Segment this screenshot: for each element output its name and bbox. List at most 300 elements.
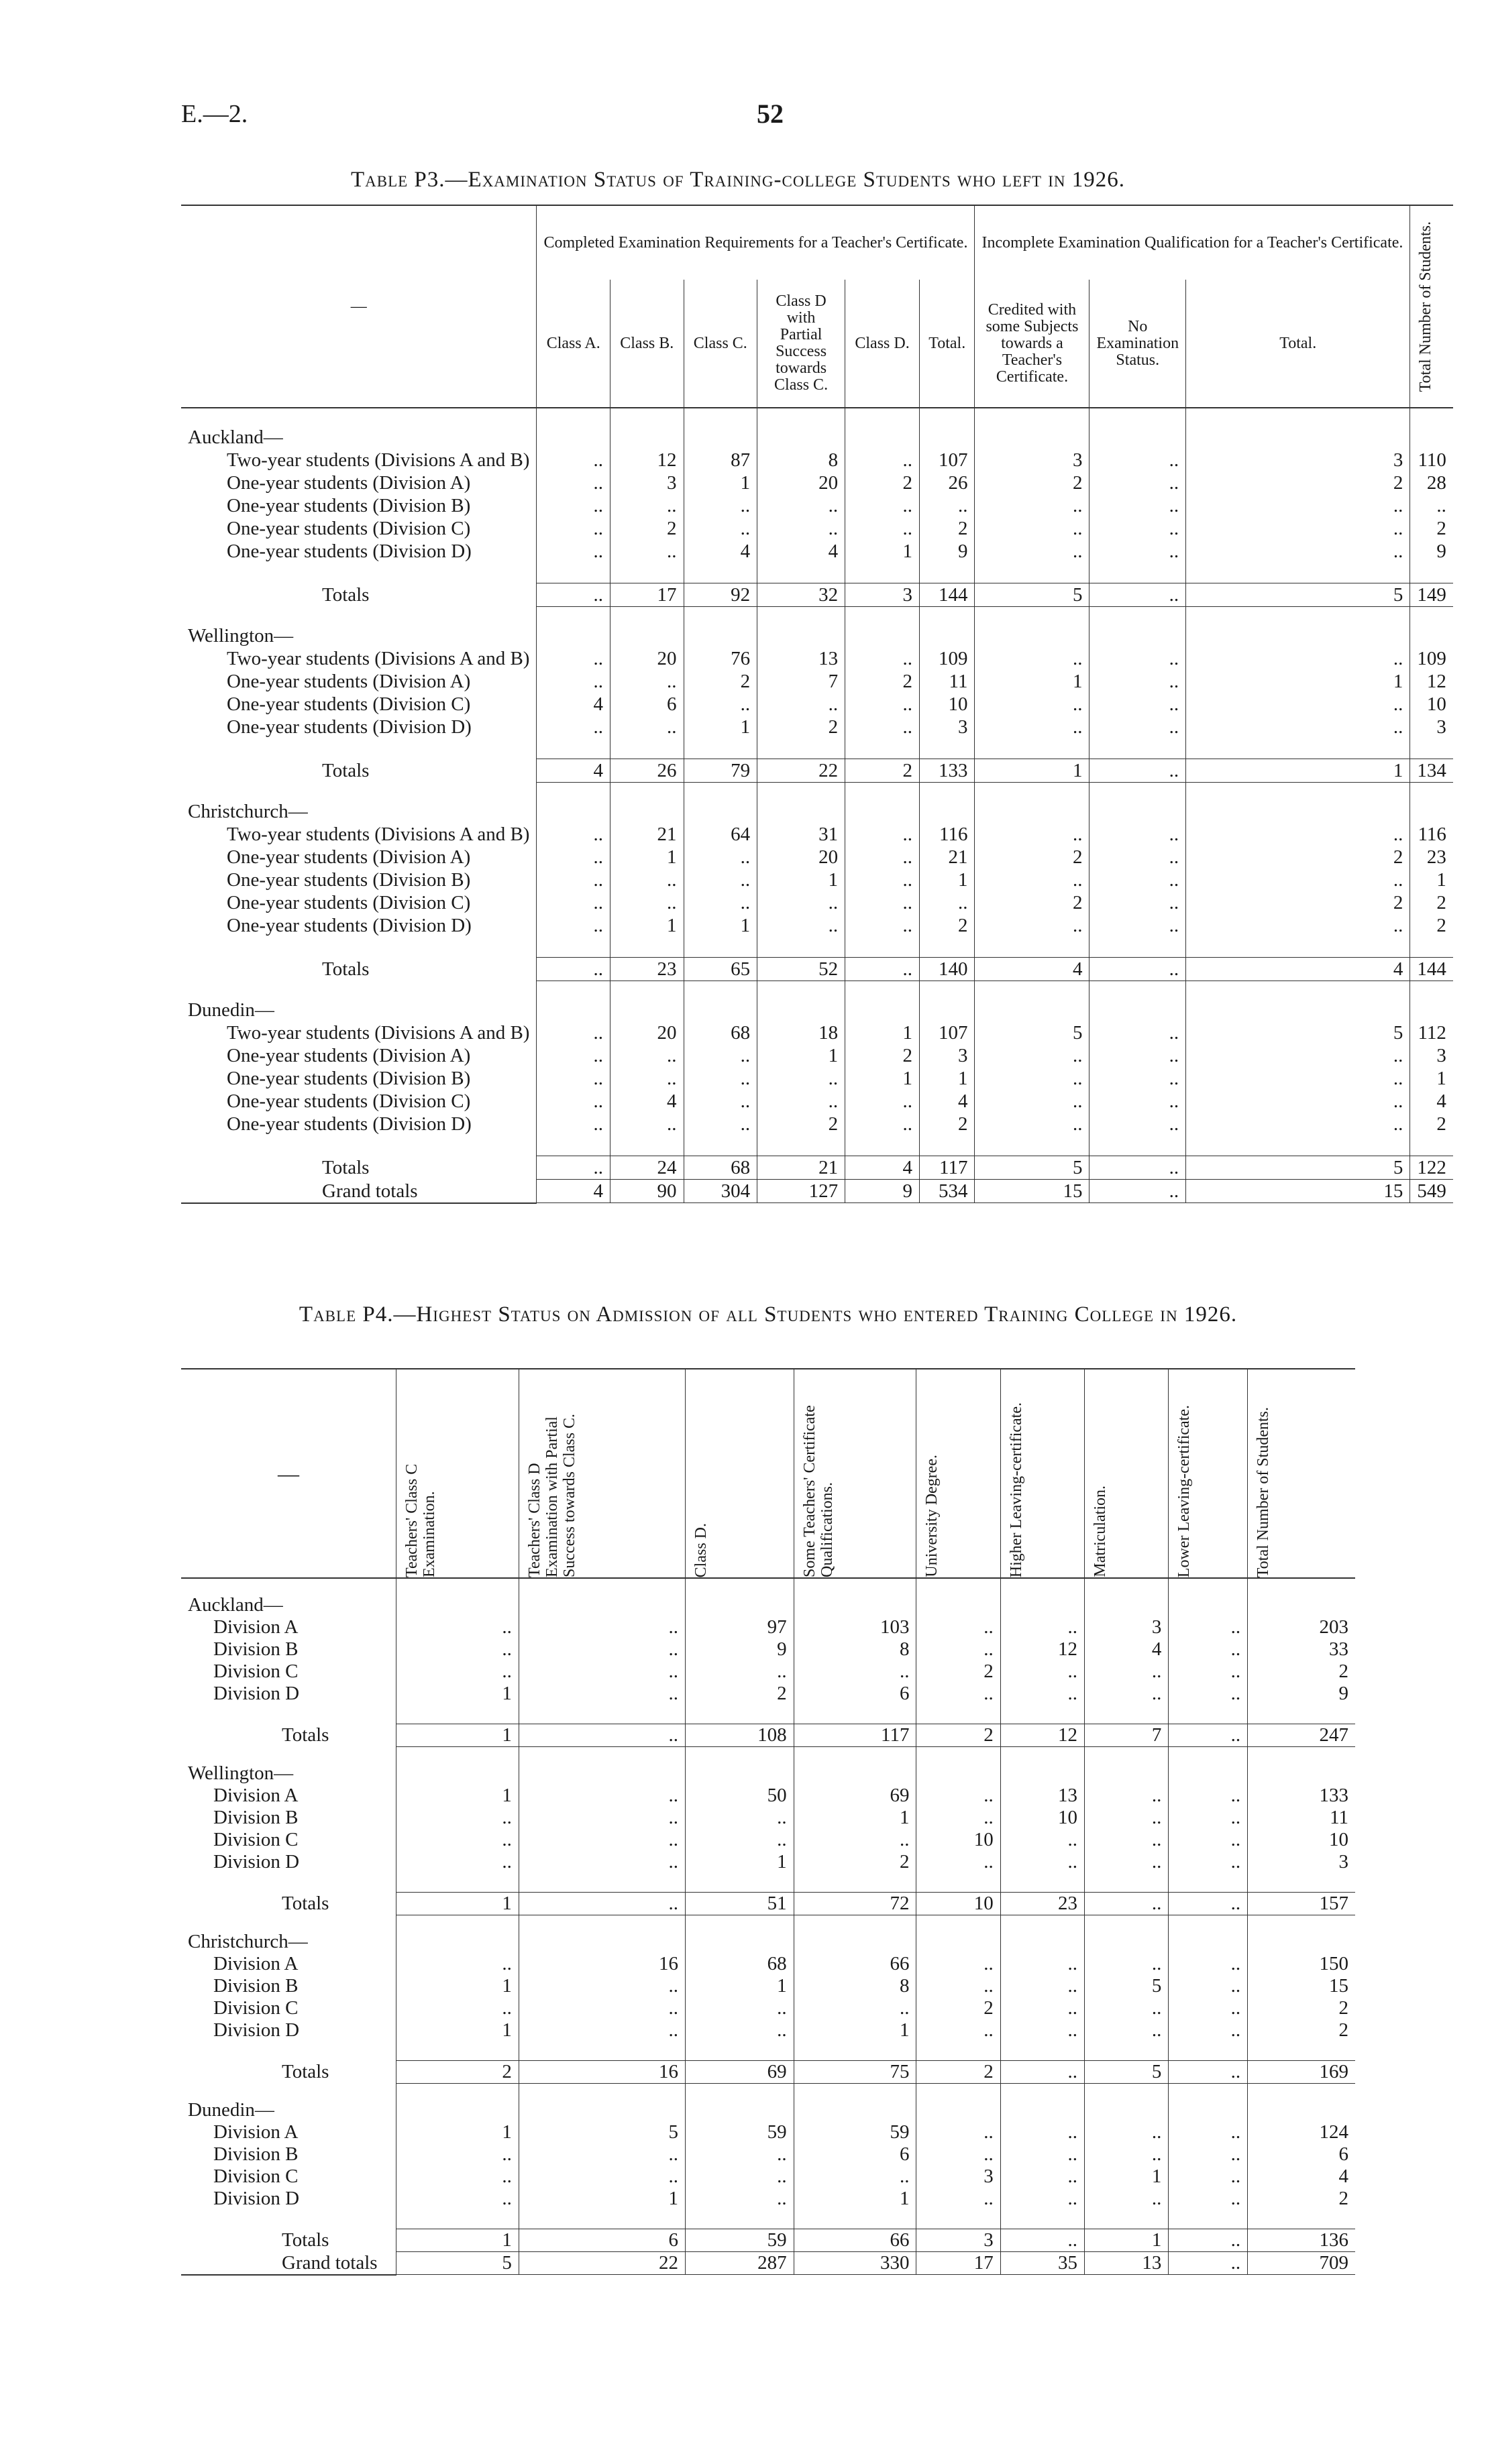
grand-totals-value: 13 (1085, 2252, 1169, 2275)
cell-value: 2 (685, 1683, 794, 1705)
cell-value: 6 (1248, 2143, 1355, 2166)
cell-value: 20 (610, 1021, 684, 1044)
cell-value: 1 (845, 1067, 920, 1090)
table-row (181, 1975, 1355, 1997)
cell-value: 5 (519, 2121, 685, 2143)
totals-value: 1 (396, 2229, 519, 2252)
section-heading-row (181, 783, 1453, 824)
cell-value: .. (845, 647, 920, 670)
cell-value: .. (537, 1021, 610, 1044)
totals-value: 21 (757, 1156, 845, 1180)
empty-cell (975, 607, 1089, 648)
cell-value: .. (1169, 2121, 1248, 2143)
empty-cell (794, 1578, 916, 1616)
empty-cell (794, 1747, 916, 1785)
row-label: One-year students (Division B) (227, 1068, 471, 1089)
p3-stub-header: — (181, 205, 537, 408)
row-label: One-year students (Division A) (227, 1045, 471, 1066)
row-label: One-year students (Division A) (227, 472, 471, 494)
cell-value: .. (845, 846, 920, 869)
cell-value: .. (975, 1044, 1089, 1067)
table-row (181, 823, 1453, 846)
empty-cell (396, 2210, 519, 2229)
grand-totals-value: .. (1089, 1180, 1186, 1203)
cell-value: 12 (610, 449, 684, 471)
table-p4-title (181, 1300, 1355, 1329)
cell-value: .. (396, 1616, 519, 1638)
cell-value: .. (757, 1067, 845, 1090)
section-name: Wellington— (188, 625, 294, 647)
empty-cell (396, 1915, 519, 1954)
cell-value: .. (537, 471, 610, 494)
row-label: Division A (213, 1953, 299, 1974)
totals-value: 117 (920, 1156, 975, 1180)
empty-cell (1410, 563, 1453, 583)
cell-value: .. (1000, 1661, 1084, 1683)
empty-cell (537, 607, 610, 648)
cell-value: .. (757, 517, 845, 540)
row-label: One-year students (Division D) (227, 1113, 472, 1135)
cell-value: 1 (1085, 2166, 1169, 2188)
cell-value: .. (396, 1953, 519, 1975)
cell-value: .. (396, 1661, 519, 1683)
cell-value: .. (1000, 1997, 1084, 2019)
grand-totals-value: .. (1169, 2252, 1248, 2275)
cell-value: .. (537, 1113, 610, 1135)
table-row (181, 891, 1453, 914)
totals-value: 65 (684, 958, 757, 981)
cell-value: 33 (1248, 1638, 1355, 1661)
cell-value: .. (845, 1113, 920, 1135)
totals-value: .. (1000, 2229, 1084, 2252)
table-row (181, 471, 1453, 494)
empty-cell (1085, 2041, 1169, 2061)
empty-cell (1169, 1747, 1248, 1785)
totals-value: 2 (916, 2061, 1000, 2084)
cell-value: .. (916, 2143, 1000, 2166)
cell-value: .. (757, 693, 845, 716)
cell-value: 4 (537, 693, 610, 716)
table-row (181, 1785, 1355, 1807)
cell-value: .. (916, 1683, 1000, 1705)
empty-cell (794, 2084, 916, 2122)
cell-value: 13 (1000, 1785, 1084, 1807)
cell-value: .. (1186, 494, 1410, 517)
empty-cell (685, 2210, 794, 2229)
cell-value: .. (610, 494, 684, 517)
cell-value: 1 (1186, 670, 1410, 693)
cell-value: 5 (1186, 1021, 1410, 1044)
cell-value: 21 (920, 846, 975, 869)
totals-value: 72 (794, 1893, 916, 1915)
cell-value: 8 (794, 1638, 916, 1661)
grand-totals-row (181, 1180, 1453, 1203)
cell-value: .. (1089, 869, 1186, 891)
empty-cell (1410, 783, 1453, 824)
cell-value: .. (519, 2019, 685, 2041)
totals-value: .. (519, 1893, 685, 1915)
grand-totals-value: 90 (610, 1180, 684, 1203)
p4-col-header-text: Class D. (692, 1522, 710, 1577)
cell-value: .. (537, 716, 610, 738)
empty-cell (537, 408, 610, 449)
empty-cell (845, 563, 920, 583)
table-row (181, 716, 1453, 738)
cell-value: 2 (916, 1661, 1000, 1683)
empty-cell (610, 981, 684, 1022)
cell-value: 2 (975, 471, 1089, 494)
totals-value: 133 (920, 759, 975, 783)
empty-cell (519, 2210, 685, 2229)
cell-value: 124 (1248, 2121, 1355, 2143)
cell-value: .. (1089, 494, 1186, 517)
totals-value: 59 (685, 2229, 794, 2252)
empty-cell (1089, 738, 1186, 759)
empty-cell (181, 937, 537, 958)
cell-value: .. (519, 1785, 685, 1807)
totals-value: 7 (1085, 1724, 1169, 1747)
empty-cell (845, 738, 920, 759)
cell-value: 3 (916, 2166, 1000, 2188)
totals-value: .. (845, 958, 920, 981)
section-name: Auckland— (188, 427, 283, 448)
empty-cell (757, 783, 845, 824)
cell-value: 4 (920, 1090, 975, 1113)
empty-cell (684, 981, 757, 1022)
section-heading-row (181, 2084, 1355, 2122)
table-row (181, 517, 1453, 540)
cell-value: 12 (1410, 670, 1453, 693)
cell-value: .. (1085, 1953, 1169, 1975)
cell-value: .. (685, 1661, 794, 1683)
cell-value: 59 (794, 2121, 916, 2143)
cell-value: .. (845, 693, 920, 716)
cell-value: .. (537, 540, 610, 563)
cell-value: 13 (757, 647, 845, 670)
totals-value: 4 (537, 759, 610, 783)
cell-value: 31 (757, 823, 845, 846)
cell-value: .. (519, 2143, 685, 2166)
cell-value: .. (1169, 1616, 1248, 1638)
totals-value: 52 (757, 958, 845, 981)
cell-value: 1 (685, 1851, 794, 1873)
totals-value: .. (1169, 1724, 1248, 1747)
empty-cell (1248, 2210, 1355, 2229)
cell-value: .. (1000, 1683, 1084, 1705)
cell-value: .. (519, 1997, 685, 2019)
p4-col-header (1085, 1369, 1169, 1578)
totals-row (181, 1893, 1355, 1915)
cell-value: 16 (519, 1953, 685, 1975)
row-label: Division B (213, 1975, 299, 1997)
cell-value: 97 (685, 1616, 794, 1638)
row-label: One-year students (Division C) (227, 693, 471, 715)
empty-cell (920, 981, 975, 1022)
row-label: One-year students (Division B) (227, 869, 471, 891)
cell-value: .. (1000, 2188, 1084, 2210)
cell-value: .. (537, 846, 610, 869)
cell-value: .. (1089, 914, 1186, 937)
cell-value: 2 (684, 670, 757, 693)
empty-cell (684, 607, 757, 648)
totals-value: 2 (845, 759, 920, 783)
empty-cell (1410, 408, 1453, 449)
empty-cell (685, 1747, 794, 1785)
totals-value: 4 (1186, 958, 1410, 981)
empty-cell (537, 738, 610, 759)
empty-cell (1186, 981, 1410, 1022)
empty-cell (1000, 1747, 1084, 1785)
cell-value: 21 (610, 823, 684, 846)
cell-value: .. (757, 914, 845, 937)
p4-stub-header: — (181, 1369, 396, 1578)
cell-value: .. (537, 449, 610, 471)
empty-cell (1085, 1747, 1169, 1785)
empty-cell (537, 783, 610, 824)
cell-value: .. (975, 1067, 1089, 1090)
cell-value: 1 (519, 2188, 685, 2210)
table-row (181, 2166, 1355, 2188)
cell-value: 110 (1410, 449, 1453, 471)
cell-value: .. (396, 1807, 519, 1829)
p4-col-header-text: Teachers' Class C Examination. (403, 1463, 438, 1577)
totals-value: 5 (975, 1156, 1089, 1180)
row-label: Division B (213, 2143, 299, 2165)
cell-value: 11 (1248, 1807, 1355, 1829)
empty-cell (1169, 1705, 1248, 1724)
document-reference: E.—2. (181, 100, 248, 128)
cell-value: .. (920, 891, 975, 914)
cell-value: 20 (610, 647, 684, 670)
cell-value: .. (1000, 1829, 1084, 1851)
cell-value: .. (684, 693, 757, 716)
empty-cell (684, 937, 757, 958)
row-label: Division D (213, 1683, 300, 1704)
row-label: One-year students (Division D) (227, 716, 472, 738)
spacer-row (181, 563, 1453, 583)
empty-cell (1410, 1135, 1453, 1156)
cell-value: .. (1169, 1661, 1248, 1683)
cell-value: .. (1169, 1807, 1248, 1829)
cell-value: 1 (1410, 869, 1453, 891)
grand-totals-label: Grand totals (181, 2252, 396, 2275)
empty-cell (916, 2041, 1000, 2061)
spacer-row (181, 1705, 1355, 1724)
row-label: Division C (213, 1997, 299, 2019)
cell-value: 4 (684, 540, 757, 563)
totals-value: 32 (757, 583, 845, 607)
empty-cell (1248, 1747, 1355, 1785)
p3-col-header: Total. (920, 280, 975, 408)
grand-totals-value: 709 (1248, 2252, 1355, 2275)
cell-value: .. (916, 1785, 1000, 1807)
cell-value: .. (1186, 540, 1410, 563)
empty-cell (916, 1705, 1000, 1724)
p4-col-header-text: Some Teachers' Certificate Qualifications. (800, 1405, 836, 1577)
empty-cell (610, 408, 684, 449)
cell-value: .. (1186, 1113, 1410, 1135)
empty-cell (975, 738, 1089, 759)
totals-value: .. (1089, 958, 1186, 981)
cell-value: 2 (1410, 517, 1453, 540)
cell-value: .. (920, 494, 975, 517)
cell-value: .. (845, 494, 920, 517)
totals-value: 23 (1000, 1893, 1084, 1915)
cell-value: 107 (920, 449, 975, 471)
empty-cell (1248, 1705, 1355, 1724)
table-row (181, 1829, 1355, 1851)
p3-col-total-students-text: Total Number of Students. (1417, 221, 1435, 392)
cell-value: .. (537, 670, 610, 693)
cell-value: 3 (1186, 449, 1410, 471)
empty-cell (757, 607, 845, 648)
cell-value: .. (1169, 1953, 1248, 1975)
cell-value: 11 (920, 670, 975, 693)
cell-value: 66 (794, 1953, 916, 1975)
section-heading-row (181, 981, 1453, 1022)
p3-col-header: Class A. (537, 280, 610, 408)
cell-value: .. (1089, 823, 1186, 846)
p4-col-header-text: Lower Leaving-certificate. (1175, 1404, 1193, 1577)
empty-cell (1000, 2041, 1084, 2061)
cell-value: .. (537, 1090, 610, 1113)
table-p3 (181, 205, 1453, 1204)
totals-row (181, 2229, 1355, 2252)
table-row (181, 2143, 1355, 2166)
cell-value: .. (1085, 1661, 1169, 1683)
totals-value: 92 (684, 583, 757, 607)
empty-cell (1169, 1915, 1248, 1954)
section-heading-row (181, 1915, 1355, 1954)
cell-value: 2 (920, 1113, 975, 1135)
table-row (181, 647, 1453, 670)
cell-value: 1 (685, 1975, 794, 1997)
empty-cell (845, 783, 920, 824)
totals-value: 157 (1248, 1893, 1355, 1915)
p3-col-header: Total. (1186, 280, 1410, 408)
cell-value: 107 (920, 1021, 975, 1044)
cell-value: 8 (757, 449, 845, 471)
section-heading-row (181, 1578, 1355, 1616)
totals-label: Totals (322, 958, 370, 980)
cell-value: 10 (1000, 1807, 1084, 1829)
grand-totals-value: 35 (1000, 2252, 1084, 2275)
empty-cell (684, 738, 757, 759)
cell-value: .. (1089, 1044, 1186, 1067)
section-name: Christchurch— (188, 1931, 308, 1952)
cell-value: 2 (845, 670, 920, 693)
p4-col-header (519, 1369, 685, 1578)
empty-cell (1085, 2084, 1169, 2122)
cell-value: .. (845, 823, 920, 846)
row-label: Division C (213, 2166, 299, 2187)
cell-value: .. (610, 540, 684, 563)
row-label: Two-year students (Divisions A and B) (227, 449, 530, 471)
totals-value: 75 (794, 2061, 916, 2084)
cell-value: 23 (1410, 846, 1453, 869)
cell-value: .. (1089, 471, 1186, 494)
totals-label: Totals (322, 584, 370, 606)
p4-col-header-text: Total Number of Students. (1255, 1406, 1273, 1577)
totals-value: .. (537, 583, 610, 607)
cell-value: .. (1000, 1616, 1084, 1638)
empty-cell (1248, 1578, 1355, 1616)
cell-value: .. (1186, 1067, 1410, 1090)
totals-label: Totals (322, 1157, 370, 1178)
cell-value: 4 (757, 540, 845, 563)
cell-value: .. (684, 846, 757, 869)
empty-cell (181, 2210, 396, 2229)
table-p4-label: Table P4.— (299, 1302, 417, 1327)
totals-value: .. (1169, 2061, 1248, 2084)
spacer-row (181, 937, 1453, 958)
empty-cell (1410, 607, 1453, 648)
cell-value: .. (685, 1829, 794, 1851)
cell-value: 2 (916, 1997, 1000, 2019)
totals-value: 51 (685, 1893, 794, 1915)
empty-cell (916, 1915, 1000, 1954)
cell-value: .. (684, 517, 757, 540)
cell-value: 10 (1248, 1829, 1355, 1851)
totals-value: 117 (794, 1724, 916, 1747)
cell-value: 6 (794, 2143, 916, 2166)
cell-value: .. (1169, 1975, 1248, 1997)
row-label: One-year students (Division A) (227, 671, 471, 692)
empty-cell (1169, 2041, 1248, 2061)
spacer-row (181, 1873, 1355, 1893)
p3-col-header: Class B. (610, 280, 684, 408)
p4-header-row (181, 1369, 1355, 1578)
page-number: 52 (757, 99, 784, 129)
cell-value: .. (975, 1113, 1089, 1135)
empty-cell (794, 2041, 916, 2061)
grand-totals-row (181, 2252, 1355, 2275)
cell-value: .. (794, 1661, 916, 1683)
table-row (181, 670, 1453, 693)
cell-value: .. (1186, 647, 1410, 670)
totals-value: 24 (610, 1156, 684, 1180)
cell-value: 9 (920, 540, 975, 563)
empty-cell (684, 563, 757, 583)
empty-cell (845, 408, 920, 449)
totals-value: 6 (519, 2229, 685, 2252)
empty-cell (684, 783, 757, 824)
totals-value: 10 (916, 1893, 1000, 1915)
cell-value: .. (1085, 1851, 1169, 1873)
empty-cell (1085, 2210, 1169, 2229)
cell-value: .. (537, 1067, 610, 1090)
empty-cell (975, 408, 1089, 449)
cell-value: .. (757, 1090, 845, 1113)
cell-value: 76 (684, 647, 757, 670)
empty-cell (920, 738, 975, 759)
cell-value: .. (975, 693, 1089, 716)
cell-value: 5 (1085, 1975, 1169, 1997)
empty-cell (1089, 607, 1186, 648)
cell-value: .. (757, 891, 845, 914)
empty-cell (181, 738, 537, 759)
cell-value: 2 (1410, 1113, 1453, 1135)
totals-row (181, 583, 1453, 607)
cell-value: 1 (794, 2019, 916, 2041)
totals-value: .. (1000, 2061, 1084, 2084)
cell-value: 109 (1410, 647, 1453, 670)
cell-value: .. (537, 494, 610, 517)
cell-value: .. (685, 2188, 794, 2210)
empty-cell (845, 937, 920, 958)
row-label: Division A (213, 1616, 299, 1638)
cell-value: .. (685, 2019, 794, 2041)
